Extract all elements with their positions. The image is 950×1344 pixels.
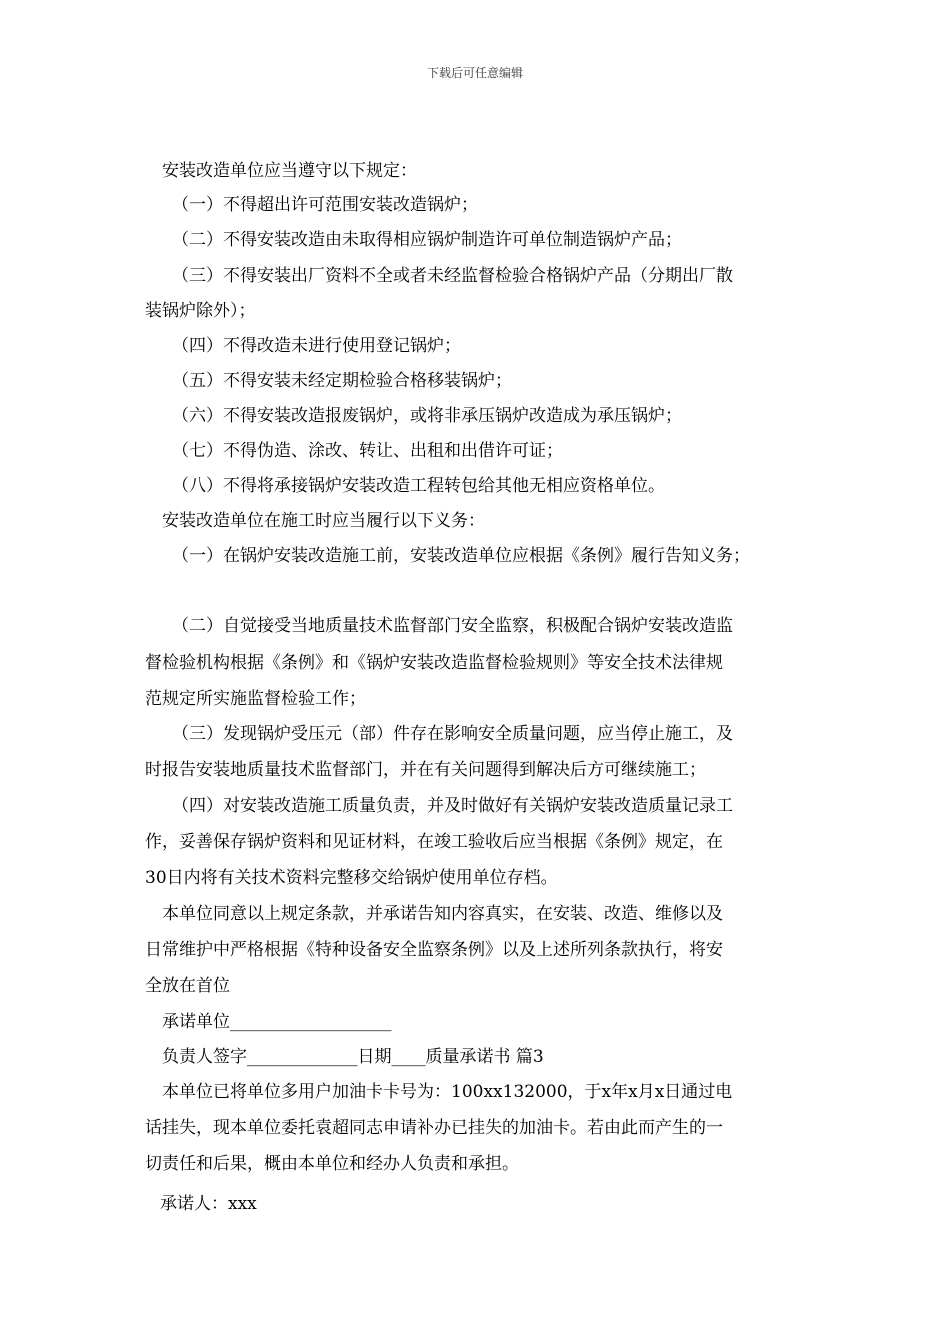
- duty-item-3: （三）发现锅炉受压元（部）件存在影响安全质量问题，应当停止施工，及: [172, 724, 733, 744]
- agreement-paragraph-cont-2: 全放在首位: [145, 976, 230, 996]
- duty-item-3-cont: 时报告安装地质量技术监督部门，并在有关问题得到解决后方可继续施工；: [145, 760, 706, 780]
- section-intro-duties: 安装改造单位在施工时应当履行以下义务：: [162, 511, 485, 531]
- rule-item-4: （四）不得改造未进行使用登记锅炉；: [172, 336, 461, 356]
- duty-item-2-cont-1: 督检验机构根据《条例》和《锅炉安装改造监督检验规则》等安全技术法律规: [145, 653, 723, 673]
- duty-item-4-cont-2: 30日内将有关技术资料完整移交给锅炉使用单位存档。: [145, 868, 558, 888]
- duty-item-4: （四）对安装改造施工质量负责，并及时做好有关锅炉安装改造质量记录工: [172, 796, 733, 816]
- card-loss-paragraph-cont-2: 切责任和后果，概由本单位和经办人负责和承担。: [145, 1154, 519, 1174]
- rule-item-1: （一）不得超出许可范围安装改造锅炉；: [172, 195, 478, 215]
- rule-item-6: （六）不得安装改造报废锅炉，或将非承压锅炉改造成为承压锅炉；: [172, 406, 682, 426]
- rule-item-5: （五）不得安装未经定期检验合格移装锅炉；: [172, 371, 512, 391]
- rule-item-3: （三）不得安装出厂资料不全或者未经监督检验合格锅炉产品（分期出厂散: [172, 266, 733, 286]
- header-note: 下载后可任意编辑: [426, 66, 523, 80]
- signature-date-line: 负责人签字_____________日期____质量承诺书 篇3: [162, 1047, 544, 1067]
- rule-item-3-cont: 装锅炉除外）；: [145, 301, 256, 321]
- rule-item-7: （七）不得伪造、涂改、转让、出租和出借许可证；: [172, 441, 563, 461]
- rule-item-2: （二）不得安装改造由未取得相应锅炉制造许可单位制造锅炉产品；: [172, 230, 682, 250]
- duty-item-2: （二）自觉接受当地质量技术监督部门安全监察，积极配合锅炉安装改造监: [172, 616, 733, 636]
- duty-item-4-cont-1: 作，妥善保存锅炉资料和见证材料，在竣工验收后应当根据《条例》规定，在: [145, 832, 723, 852]
- agreement-paragraph-cont-1: 日常维护中严格根据《特种设备安全监察条例》以及上述所列条款执行，将安: [145, 940, 723, 960]
- duty-item-2-cont-2: 范规定所实施监督检验工作；: [145, 689, 366, 709]
- agreement-paragraph: 本单位同意以上规定条款，并承诺告知内容真实，在安装、改造、维修以及: [162, 904, 723, 924]
- duty-item-1: （一）在锅炉安装改造施工前，安装改造单位应根据《条例》履行告知义务；: [172, 546, 750, 566]
- committer-line: 承诺人：xxx: [160, 1194, 257, 1214]
- section-intro-rules: 安装改造单位应当遵守以下规定：: [162, 161, 417, 181]
- card-loss-paragraph-cont-1: 话挂失，现本单位委托袁超同志申请补办已挂失的加油卡。若由此而产生的一: [145, 1118, 723, 1138]
- rule-item-8: （八）不得将承接锅炉安装改造工程转包给其他无相应资格单位。: [172, 476, 665, 496]
- committing-unit-field: 承诺单位___________________: [162, 1012, 392, 1032]
- card-loss-paragraph: 本单位已将单位多用户加油卡卡号为：100xx132000，于x年x月x日通过电: [162, 1082, 733, 1102]
